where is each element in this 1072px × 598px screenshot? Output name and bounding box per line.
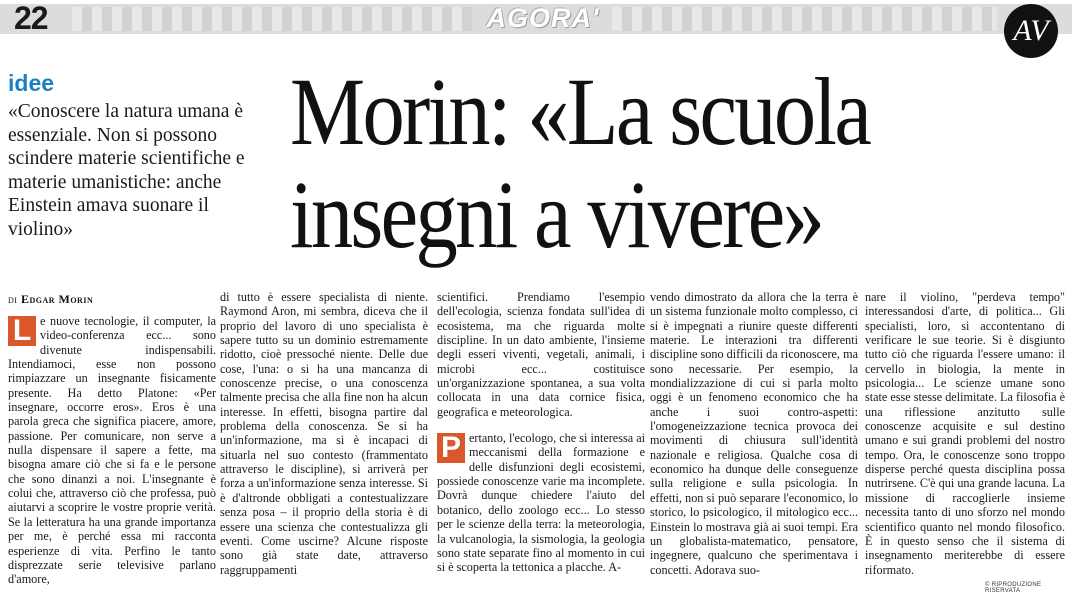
- headline-line-1: Morin: «La scuola: [290, 58, 870, 165]
- byline-prefix: di: [8, 292, 18, 306]
- article-column-3: [437, 290, 645, 575]
- kicker: idee: [8, 70, 55, 96]
- dropcap: L: [8, 316, 36, 346]
- article-column-1: [8, 314, 216, 596]
- copyright-notice: © RIPRODUZIONE RISERVATA: [985, 582, 1042, 594]
- header-band-pattern-left: [72, 7, 472, 31]
- headline: [290, 60, 976, 266]
- article-column-4: [650, 290, 858, 577]
- standfirst-quote: «Conoscere la natura umana è essenziale. Non si possono scindere materie scientifiche e materie umanistiche: anche Einstein amava suonare il violino»: [8, 101, 245, 240]
- headline-line-2: insegni a vivere»: [290, 161, 823, 268]
- article-column-5: [865, 290, 1065, 577]
- dropcap: P: [437, 433, 465, 463]
- article-column-2: [220, 290, 428, 577]
- column-text: nare il violino, "perdeva tempo" interessandosi d'arte, di politica... Gli specialisti, loro, si accontentano di verificare le sue teorie. Si è disgiunto tutto ciò che riguarda l'essere umano: il cervello in biologia, la mente in psicologia... Le scienze umane sono state esse stesse delimitate. La filosofia è una riflessione anzitutto sulle conoscenze acquisite e sul destino umano e sui grandi problemi del nostro tempo. Ora, le conoscenze sono troppo disperse perché questa disciplina possa nutrirsene. C'è qui una grande lacuna. La missione di raccoglierle insieme necessita tanto di uno sforzo nel mondo scientifico quanto nel mondo filosofico. È in questo senso che il sistema di insegnamento meriterebbe di essere riformato.: [865, 290, 1066, 577]
- column-text: vendo dimostrato da allora che la terra è un sistema funzionale molto complesso, ci si è impegnati a riunire queste differenti materie. Le interazioni tra differenti discipline sono difficili da riconoscere, ma sono necessarie. Per esempio, la mondializzazione di cui si parla molto oggi è un fenomeno economico che ha anche i suoi contro-aspetti: l'omogeneizzazione tecnica provoca dei movimenti di chiusura sull'identità nazionale e religiosa. Qualche cosa di economico ha dunque delle conseguenze sulla religione e sulla psicologia. In effetti, non si può separare l'economico, lo storico, lo psicologico, il mitologico ecc... Einstein lo mostrava già ai suoi tempi. Era un globalista-matematico, pensatore, ingegnere, qualcuno che sperimentava i concetti. Adorava suo-: [650, 290, 858, 577]
- column-text: ertanto, l'ecologo, che si interessa ai meccanismi della formazione e delle disfunzioni degli ecosistemi, possiede conoscenze varie ma incomplete. Dovrà dunque chiedere l'aiuto del botanico, dello zoologo ecc... Lo stesso per le scienze della terra: la meteorologia, la vulcanologia, la sismologia, la geologia sono state separate fino al momento in cui si è scoperta la tettonica a placche. A-: [437, 431, 645, 575]
- newspaper-logo: [1004, 4, 1058, 58]
- byline-author: Edgar Morin: [20, 292, 94, 306]
- byline: [8, 292, 93, 307]
- section-name: AGORA': [486, 3, 600, 33]
- column-text: scientifici. Prendiamo l'esempio dell'ecologia, scienza fondata sull'idea di ecosistema, ma che riguarda molte discipline. In un dato ambiente, l'insieme degli esseri viventi, vegetali, animali, i microbi ecc... costituisce un'organizzazione spontanea, a sua volta collocata in una data cornice fisica, geografica e meteorologica.: [437, 290, 645, 419]
- page-header: [0, 0, 1072, 40]
- header-band-pattern-right: [612, 7, 997, 31]
- column-text: e nuove tecnologie, il computer, la video-conferenza ecc... sono divenute indispensabili. Intendiamoci, esse non possono rimpiazzare un insegnante fisicamente presente. Ha detto Platone: «Per insegnare, occorre eros». Eros è una parola greca che significa piacere, amore, passione. Per comunicare, non serve a nulla dispensare il sapere a fette, ma bisogna amare ciò che si fa e le persone che sono dinanzi a noi. L'insegnante è colui che, attraverso ciò che professa, può aiutarvi a scoprire le vostre proprie verità. Se la letteratura ha una grande importanza per me, è perché essa mi racconta esperienze di vita. Perfino le tanto disprezzate serie televisive parlano d'amore,: [8, 314, 216, 587]
- page-number: 22: [14, 0, 48, 36]
- logo-text: AV: [1013, 14, 1049, 47]
- column-text: di tutto è essere specialista di niente. Raymond Aron, mi sembra, diceva che il proprio del lavoro di uno specialista è sapere tutto su un dominio estremamente ridotto, cioè pressoché niente. Delle due cose, l'una: o si ha una mancanza di conoscenze precise, o una conoscenza talmente precisa che alla fine non ha alcun interesse. In effetti, bisogna partire dal problema della conoscenza. Se si ha un'informazione, ma si è incapaci di situarla nel suo contesto (frammentato attraverso le discipline), si arriverà per forza a un'informazione senza interesse. Si è d'altronde obbligati a contestualizzare senza posa – il proprio della storia è di essere una scienza che contestualizza gli eventi. Come uscirne? Alcune risposte sono già state date, attraverso raggruppamenti: [220, 290, 428, 577]
